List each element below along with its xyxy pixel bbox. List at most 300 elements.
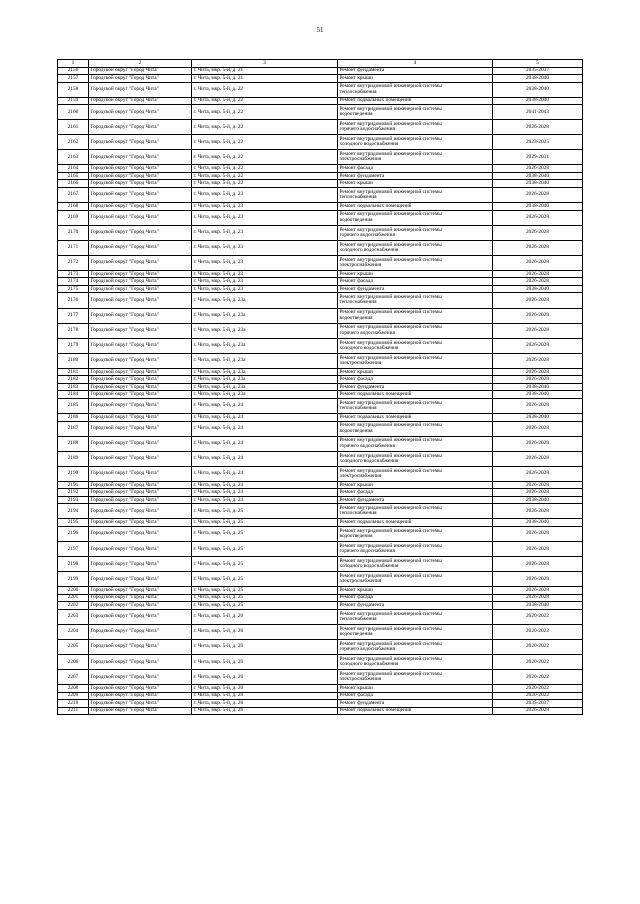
row-number: 2164 [58, 165, 89, 173]
address: г. Чита, мкр. 5-й, д. 26 [192, 624, 338, 639]
table-row [58, 323, 583, 338]
table-row [58, 655, 583, 670]
work-type: Ремонт фундамента [338, 67, 493, 75]
row-number: 2184 [58, 391, 89, 399]
address: г. Чита, мкр. 5-й, д. 24 [192, 481, 338, 489]
row-number: 2211 [58, 707, 89, 715]
period: 2038-2040 [493, 180, 583, 188]
row-number: 2210 [58, 700, 89, 708]
work-type: Ремонт внутридомовой инженерной системы электроснабжения [338, 466, 493, 481]
work-type: Ремонт внутридомовой инженерной системы теплоснабжения [338, 293, 493, 308]
work-type: Ремонт крыши [338, 685, 493, 693]
municipality: Городской округ "Город Чита" [89, 353, 192, 368]
row-number: 2204 [58, 624, 89, 639]
municipality: Городской округ "Город Чита" [89, 240, 192, 255]
municipality: Городской округ "Город Чита" [89, 519, 192, 527]
period: 2026-2028 [493, 210, 583, 225]
municipality: Городской округ "Город Чита" [89, 203, 192, 211]
work-type: Ремонт фундамента [338, 383, 493, 391]
table-row [58, 542, 583, 557]
address: г. Чита, мкр. 5-й, д. 26 [192, 707, 338, 715]
municipality: Городской округ "Город Чита" [89, 293, 192, 308]
row-number: 2207 [58, 670, 89, 685]
work-type: Ремонт фундамента [338, 172, 493, 180]
work-type: Ремонт крыши [338, 75, 493, 83]
row-number: 2157 [58, 75, 89, 83]
period: 2026-2028 [493, 466, 583, 481]
row-number: 2199 [58, 572, 89, 587]
municipality: Городской округ "Город Чита" [89, 398, 192, 413]
period: 2026-2028 [493, 572, 583, 587]
table-body [58, 67, 583, 715]
work-type: Ремонт подвальных помещений [338, 203, 493, 211]
period: 2041-2043 [493, 105, 583, 120]
address: г. Чита, мкр. 5-й, д. 26 [192, 609, 338, 624]
work-type: Ремонт крыши [338, 587, 493, 595]
municipality: Городской округ "Город Чита" [89, 451, 192, 466]
row-number: 2205 [58, 640, 89, 655]
work-type: Ремонт внутридомовой инженерной системы горячего водоснабжения [338, 542, 493, 557]
municipality: Городской округ "Город Чита" [89, 120, 192, 135]
table-row [58, 97, 583, 105]
address: г. Чита, мкр. 5-й, д. 24 [192, 398, 338, 413]
table-row [58, 368, 583, 376]
row-number: 2171 [58, 240, 89, 255]
address: г. Чита, мкр. 5-й, д. 23 [192, 210, 338, 225]
municipality: Городской округ "Город Чита" [89, 594, 192, 602]
table-row [58, 602, 583, 610]
table-row [58, 504, 583, 519]
period: 2038-2040 [493, 203, 583, 211]
municipality: Городской округ "Город Чита" [89, 670, 192, 685]
period: 2026-2028 [493, 308, 583, 323]
period: 2026-2028 [493, 368, 583, 376]
column-number-4: 4 [338, 60, 493, 68]
municipality: Городской округ "Город Чита" [89, 414, 192, 422]
period: 2026-2028 [493, 542, 583, 557]
work-type: Ремонт внутридомовой инженерной системы теплоснабжения [338, 609, 493, 624]
address: г. Чита, мкр. 5-й, д. 22 [192, 82, 338, 97]
period: 2026-2028 [493, 594, 583, 602]
period: 2026-2028 [493, 255, 583, 270]
work-type: Ремонт внутридомовой инженерной системы водоотведения [338, 526, 493, 541]
municipality: Городской округ "Город Чита" [89, 700, 192, 708]
address: г. Чита, мкр. 5-й, д. 23 [192, 203, 338, 211]
table-row [58, 609, 583, 624]
period: 2026-2028 [493, 165, 583, 173]
address: г. Чита, мкр. 5-й, д. 23а [192, 391, 338, 399]
municipality: Городской округ "Город Чита" [89, 105, 192, 120]
period: 2020-2022 [493, 624, 583, 639]
table-row [58, 398, 583, 413]
municipality: Городской округ "Город Чита" [89, 338, 192, 353]
period: 2026-2028 [493, 278, 583, 286]
work-type: Ремонт подвальных помещений [338, 391, 493, 399]
work-type: Ремонт внутридомовой инженерной системы теплоснабжения [338, 504, 493, 519]
row-number: 2183 [58, 383, 89, 391]
table-row [58, 150, 583, 165]
work-type: Ремонт внутридомовой инженерной системы холодного водоснабжения [338, 451, 493, 466]
work-type: Ремонт внутридомовой инженерной системы водоотведения [338, 308, 493, 323]
table-row [58, 707, 583, 715]
work-type: Ремонт внутридомовой инженерной системы водоотведения [338, 421, 493, 436]
work-type: Ремонт внутридомовой инженерной системы электроснабжения [338, 670, 493, 685]
municipality: Городской округ "Город Чита" [89, 526, 192, 541]
period: 2026-2028 [493, 707, 583, 715]
municipality: Городской округ "Город Чита" [89, 278, 192, 286]
table-row [58, 165, 583, 173]
work-type: Ремонт внутридомовой инженерной системы горячего водоснабжения [338, 436, 493, 451]
period: 2026-2028 [493, 293, 583, 308]
address: г. Чита, мкр. 5-й, д. 24 [192, 466, 338, 481]
period: 2026-2028 [493, 489, 583, 497]
municipality: Городской округ "Город Чита" [89, 210, 192, 225]
municipality: Городской округ "Город Чита" [89, 255, 192, 270]
period: 2038-2040 [493, 172, 583, 180]
work-type: Ремонт внутридомовой инженерной системы холодного водоснабжения [338, 135, 493, 150]
period: 2026-2028 [493, 587, 583, 595]
work-type: Ремонт крыши [338, 180, 493, 188]
table-row [58, 255, 583, 270]
row-number: 2187 [58, 421, 89, 436]
period: 2020-2022 [493, 655, 583, 670]
period: 2020-2022 [493, 670, 583, 685]
period: 2038-2040 [493, 383, 583, 391]
address: г. Чита, мкр. 5-й, д. 24 [192, 436, 338, 451]
address: г. Чита, мкр. 5-й, д. 24 [192, 489, 338, 497]
address: г. Чита, мкр. 5-й, д. 23а [192, 368, 338, 376]
period: 2038-2040 [493, 602, 583, 610]
table-row [58, 557, 583, 572]
period: 2026-2028 [493, 270, 583, 278]
address: г. Чита, мкр. 5-й, д. 26 [192, 692, 338, 700]
period: 2026-2028 [493, 338, 583, 353]
address: г. Чита, мкр. 5-й, д. 24 [192, 421, 338, 436]
municipality: Городской округ "Город Чита" [89, 180, 192, 188]
table-row [58, 466, 583, 481]
period: 2026-2028 [493, 436, 583, 451]
municipality: Городской округ "Город Чита" [89, 542, 192, 557]
row-number: 2209 [58, 692, 89, 700]
table-row [58, 421, 583, 436]
table-row [58, 692, 583, 700]
municipality: Городской округ "Город Чита" [89, 165, 192, 173]
table-row [58, 594, 583, 602]
work-type: Ремонт внутридомовой инженерной системы водоотведения [338, 624, 493, 639]
table-row [58, 135, 583, 150]
work-type: Ремонт внутридомовой инженерной системы теплоснабжения [338, 187, 493, 202]
address: г. Чита, мкр. 5-й, д. 23 [192, 270, 338, 278]
work-type: Ремонт фасада [338, 489, 493, 497]
table-row [58, 587, 583, 595]
row-number: 2168 [58, 203, 89, 211]
address: г. Чита, мкр. 5-й, д. 26 [192, 685, 338, 693]
column-number-2: 2 [89, 60, 192, 68]
address: г. Чита, мкр. 5-й, д. 23а [192, 293, 338, 308]
row-number: 2159 [58, 97, 89, 105]
table-row [58, 120, 583, 135]
municipality: Городской округ "Город Чита" [89, 172, 192, 180]
table-row [58, 353, 583, 368]
work-type: Ремонт внутридомовой инженерной системы теплоснабжения [338, 82, 493, 97]
period: 2038-2040 [493, 82, 583, 97]
row-number: 2163 [58, 150, 89, 165]
address: г. Чита, мкр. 5-й, д. 22 [192, 97, 338, 105]
municipality: Городской округ "Город Чита" [89, 685, 192, 693]
address: г. Чита, мкр. 5-й, д. 25 [192, 557, 338, 572]
address: г. Чита, мкр. 5-й, д. 26 [192, 700, 338, 708]
address: г. Чита, мкр. 5-й, д. 22 [192, 180, 338, 188]
table-row [58, 240, 583, 255]
address: г. Чита, мкр. 5-й, д. 22 [192, 105, 338, 120]
work-type: Ремонт внутридомовой инженерной системы горячего водоснабжения [338, 225, 493, 240]
address: г. Чита, мкр. 5-й, д. 22 [192, 150, 338, 165]
period: 2038-2040 [493, 285, 583, 293]
row-number: 2173 [58, 270, 89, 278]
work-type: Ремонт внутридомовой инженерной системы холодного водоснабжения [338, 338, 493, 353]
row-number: 2197 [58, 542, 89, 557]
row-number: 2160 [58, 105, 89, 120]
municipality: Городской округ "Город Чита" [89, 489, 192, 497]
row-number: 2169 [58, 210, 89, 225]
page-number: 51 [316, 26, 324, 34]
address: г. Чита, мкр. 5-й, д. 26 [192, 655, 338, 670]
address: г. Чита, мкр. 5-й, д. 23а [192, 308, 338, 323]
period: 2026-2028 [493, 557, 583, 572]
work-type: Ремонт подвальных помещений [338, 97, 493, 105]
work-type: Ремонт внутридомовой инженерной системы горячего водоснабжения [338, 640, 493, 655]
municipality: Городской округ "Город Чита" [89, 481, 192, 489]
row-number: 2189 [58, 451, 89, 466]
table-row [58, 700, 583, 708]
address: г. Чита, мкр. 5-й, д. 25 [192, 519, 338, 527]
table-row [58, 436, 583, 451]
address: г. Чита, мкр. 5-й, д. 23а [192, 338, 338, 353]
work-type: Ремонт внутридомовой инженерной системы холодного водоснабжения [338, 655, 493, 670]
municipality: Городской округ "Город Чита" [89, 655, 192, 670]
table-row [58, 526, 583, 541]
table-row [58, 670, 583, 685]
address: г. Чита, мкр. 5-й, д. 25 [192, 587, 338, 595]
work-type: Ремонт внутридомовой инженерной системы холодного водоснабжения [338, 557, 493, 572]
period: 2026-2028 [493, 323, 583, 338]
work-type: Ремонт внутридомовой инженерной системы электроснабжения [338, 353, 493, 368]
address: г. Чита, мкр. 5-й, д. 23а [192, 376, 338, 384]
address: г. Чита, мкр. 5-й, д. 25 [192, 504, 338, 519]
row-number: 2177 [58, 308, 89, 323]
municipality: Городской округ "Город Чита" [89, 135, 192, 150]
municipality: Городской округ "Город Чита" [89, 323, 192, 338]
table-row [58, 496, 583, 504]
municipality: Городской округ "Город Чита" [89, 504, 192, 519]
table-row [58, 278, 583, 286]
table-row [58, 82, 583, 97]
row-number: 2178 [58, 323, 89, 338]
row-number: 2208 [58, 685, 89, 693]
address: г. Чита, мкр. 5-й, д. 24 [192, 451, 338, 466]
table-row [58, 376, 583, 384]
period: 2026-2028 [493, 504, 583, 519]
row-number: 2192 [58, 489, 89, 497]
row-number: 2201 [58, 594, 89, 602]
table-row [58, 180, 583, 188]
municipality: Городской округ "Город Чита" [89, 368, 192, 376]
address: г. Чита, мкр. 5-й, д. 23а [192, 323, 338, 338]
address: г. Чита, мкр. 5-й, д. 23а [192, 353, 338, 368]
municipality: Городской округ "Город Чита" [89, 82, 192, 97]
work-type: Ремонт внутридомовой инженерной системы электроснабжения [338, 150, 493, 165]
row-number: 2206 [58, 655, 89, 670]
municipality: Городской округ "Город Чита" [89, 640, 192, 655]
work-type: Ремонт фундамента [338, 285, 493, 293]
municipality: Городской округ "Город Чита" [89, 270, 192, 278]
table-row [58, 105, 583, 120]
row-number: 2180 [58, 353, 89, 368]
address: г. Чита, мкр. 5-й, д. 21 [192, 67, 338, 75]
work-type: Ремонт фасада [338, 165, 493, 173]
address: г. Чита, мкр. 5-й, д. 26 [192, 640, 338, 655]
period: 2029-2031 [493, 150, 583, 165]
period: 2035-2037 [493, 67, 583, 75]
period: 2026-2028 [493, 526, 583, 541]
period: 2038-2040 [493, 75, 583, 83]
period: 2038-2040 [493, 391, 583, 399]
work-type: Ремонт внутридомовой инженерной системы электроснабжения [338, 572, 493, 587]
work-type: Ремонт крыши [338, 481, 493, 489]
period: 2026-2028 [493, 225, 583, 240]
row-number: 2191 [58, 481, 89, 489]
work-type: Ремонт внутридомовой инженерной системы водоотведения [338, 105, 493, 120]
period: 2020-2022 [493, 692, 583, 700]
period: 2026-2028 [493, 421, 583, 436]
work-type: Ремонт фундамента [338, 496, 493, 504]
table-row [58, 210, 583, 225]
work-type: Ремонт внутридомовой инженерной системы горячего водоснабжения [338, 323, 493, 338]
period: 2026-2028 [493, 120, 583, 135]
row-number: 2190 [58, 466, 89, 481]
work-type: Ремонт крыши [338, 270, 493, 278]
municipality: Городской округ "Город Чита" [89, 557, 192, 572]
row-number: 2172 [58, 255, 89, 270]
work-type: Ремонт фундамента [338, 700, 493, 708]
period: 2026-2028 [493, 353, 583, 368]
row-number: 2195 [58, 519, 89, 527]
table-row [58, 187, 583, 202]
period: 2038-2040 [493, 97, 583, 105]
period: 2038-2040 [493, 496, 583, 504]
row-number: 2196 [58, 526, 89, 541]
period: 2026-2028 [493, 451, 583, 466]
table-row [58, 172, 583, 180]
municipality: Городской округ "Город Чита" [89, 692, 192, 700]
row-number: 2170 [58, 225, 89, 240]
address: г. Чита, мкр. 5-й, д. 25 [192, 572, 338, 587]
address: г. Чита, мкр. 5-й, д. 23 [192, 225, 338, 240]
row-number: 2162 [58, 135, 89, 150]
table-row [58, 451, 583, 466]
row-number: 2193 [58, 496, 89, 504]
column-number-1: 1 [58, 60, 89, 68]
work-type: Ремонт фасада [338, 278, 493, 286]
address: г. Чита, мкр. 5-й, д. 21 [192, 75, 338, 83]
period: 2026-2028 [493, 398, 583, 413]
work-type: Ремонт внутридомовой инженерной системы горячего водоснабжения [338, 120, 493, 135]
work-type: Ремонт внутридомовой инженерной системы водоотведения [338, 210, 493, 225]
address: г. Чита, мкр. 5-й, д. 22 [192, 172, 338, 180]
row-number: 2176 [58, 293, 89, 308]
table-row [58, 481, 583, 489]
address: г. Чита, мкр. 5-й, д. 22 [192, 165, 338, 173]
work-type: Ремонт внутридомовой инженерной системы электроснабжения [338, 255, 493, 270]
municipality: Городской округ "Город Чита" [89, 602, 192, 610]
table-row [58, 270, 583, 278]
address: г. Чита, мкр. 5-й, д. 24 [192, 414, 338, 422]
municipality: Городской округ "Город Чита" [89, 436, 192, 451]
row-number: 2166 [58, 180, 89, 188]
work-type: Ремонт фасада [338, 376, 493, 384]
work-type: Ремонт фасада [338, 594, 493, 602]
municipality: Городской округ "Город Чита" [89, 225, 192, 240]
municipality: Городской округ "Город Чита" [89, 572, 192, 587]
municipality: Городской округ "Город Чита" [89, 421, 192, 436]
municipality: Городской округ "Город Чита" [89, 707, 192, 715]
municipality: Городской округ "Город Чита" [89, 75, 192, 83]
period: 2026-2028 [493, 376, 583, 384]
row-number: 2156 [58, 67, 89, 75]
row-number: 2181 [58, 368, 89, 376]
work-type: Ремонт внутридомовой инженерной системы холодного водоснабжения [338, 240, 493, 255]
table-row [58, 383, 583, 391]
table-row [58, 338, 583, 353]
address: г. Чита, мкр. 5-й, д. 23 [192, 278, 338, 286]
table-row [58, 75, 583, 83]
table-row [58, 519, 583, 527]
period: 2026-2028 [493, 240, 583, 255]
table-row [58, 225, 583, 240]
municipality: Городской округ "Город Чита" [89, 496, 192, 504]
work-type: Ремонт внутридомовой инженерной системы теплоснабжения [338, 398, 493, 413]
municipality: Городской округ "Город Чита" [89, 391, 192, 399]
address: г. Чита, мкр. 5-й, д. 23 [192, 285, 338, 293]
period: 2026-2028 [493, 187, 583, 202]
work-type: Ремонт фундамента [338, 602, 493, 610]
period: 2026-2028 [493, 481, 583, 489]
municipality: Городской округ "Город Чита" [89, 150, 192, 165]
municipality: Городской округ "Город Чита" [89, 466, 192, 481]
municipality: Городской округ "Город Чита" [89, 187, 192, 202]
row-number: 2188 [58, 436, 89, 451]
municipality: Городской округ "Город Чита" [89, 308, 192, 323]
column-number-row [58, 60, 583, 68]
table-row [58, 67, 583, 75]
row-number: 2198 [58, 557, 89, 572]
period: 2038-2040 [493, 519, 583, 527]
address: г. Чита, мкр. 5-й, д. 23 [192, 255, 338, 270]
table-row [58, 414, 583, 422]
municipality: Городской округ "Город Чита" [89, 383, 192, 391]
address: г. Чита, мкр. 5-й, д. 23 [192, 187, 338, 202]
column-number-5: 5 [493, 60, 583, 68]
work-type: Ремонт подвальных помещений [338, 519, 493, 527]
row-number: 2200 [58, 587, 89, 595]
municipality: Городской округ "Город Чита" [89, 285, 192, 293]
period: 2020-2022 [493, 609, 583, 624]
period: 2035-2037 [493, 700, 583, 708]
municipality: Городской округ "Город Чита" [89, 67, 192, 75]
work-type: Ремонт подвальных помещений [338, 707, 493, 715]
address: г. Чита, мкр. 5-й, д. 25 [192, 602, 338, 610]
row-number: 2175 [58, 285, 89, 293]
